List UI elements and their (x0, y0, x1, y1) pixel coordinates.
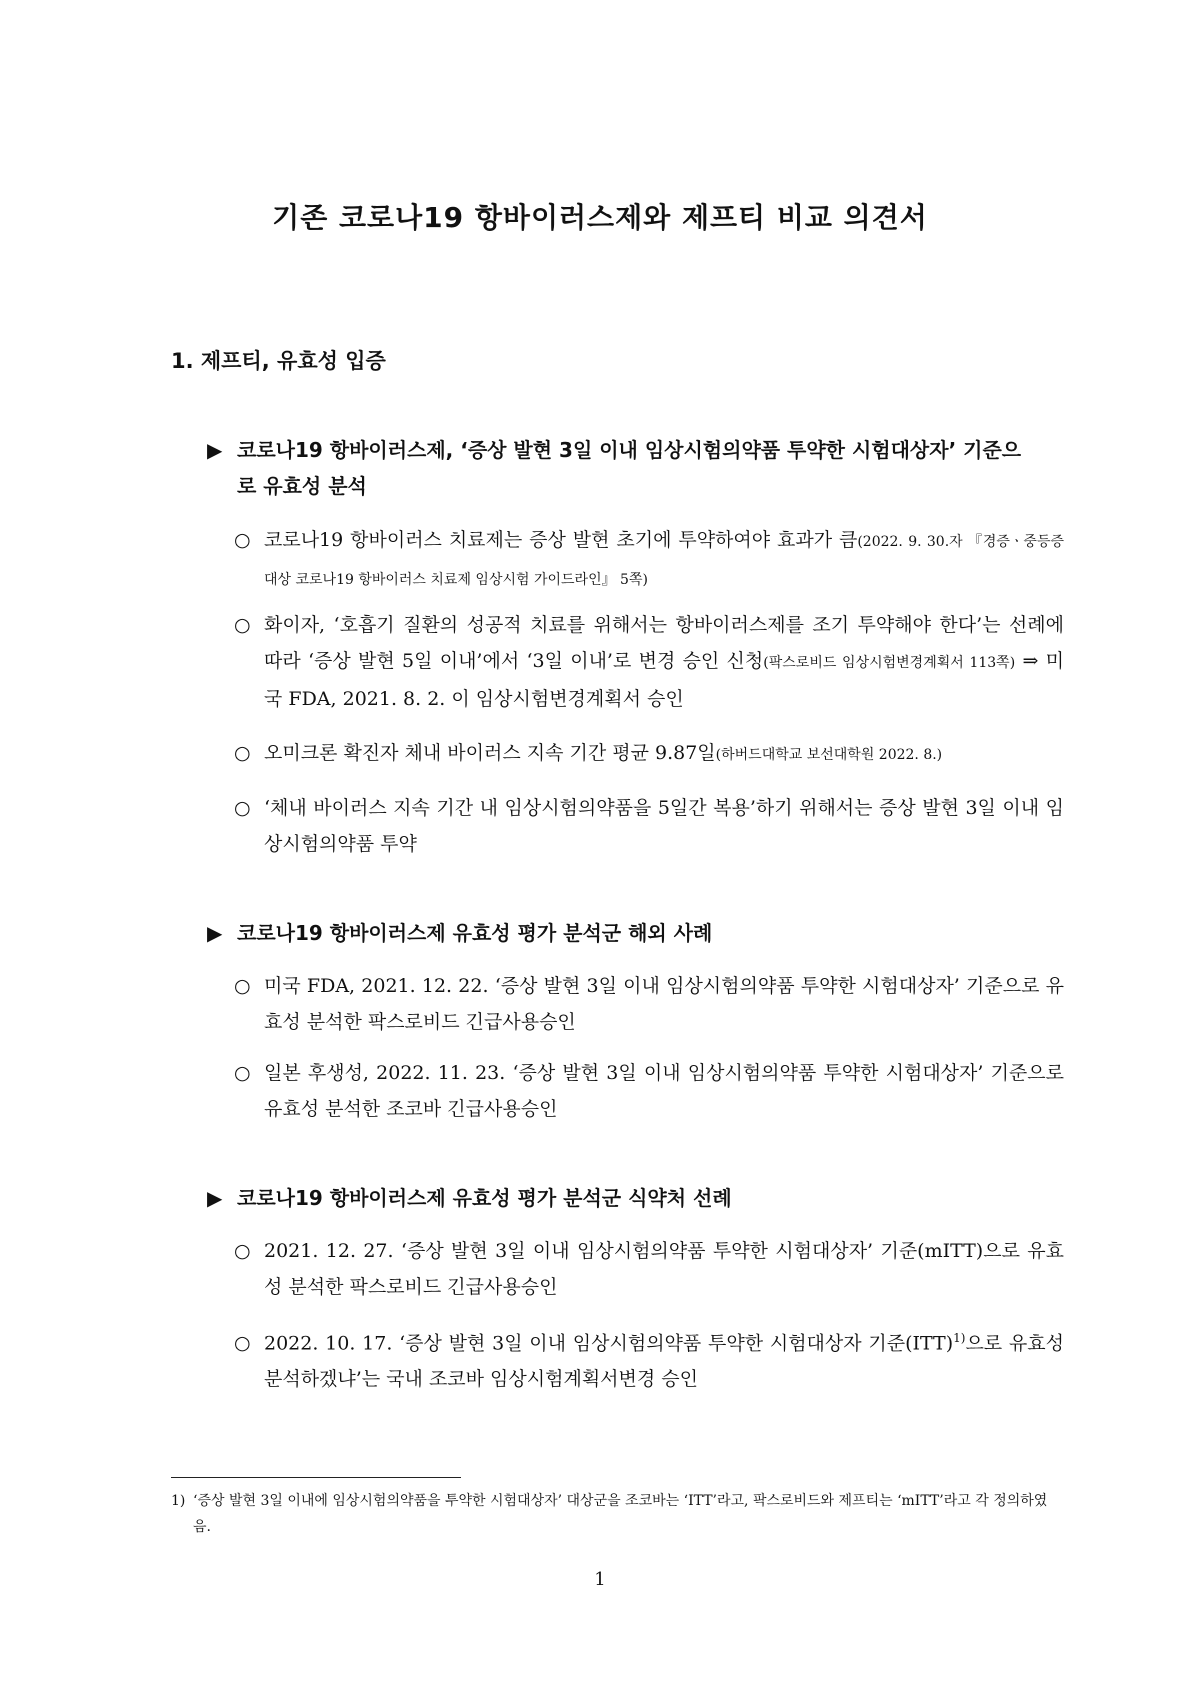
footnote-text: ‘증상 발현 3일 이내에 임상시험의약품을 투약한 시험대상자’ 대상군을 조코바는 ‘ITT’라고, 팍스로비드와 제프티는 ‘mITT’라고 각 정의하였음. (193, 1493, 1048, 1535)
list-item (234, 522, 1064, 598)
group-heading-text: 코로나19 항바이러스제 유효성 평가 분석군 식약처 선례 (237, 1186, 732, 1210)
list-item (234, 1055, 1064, 1127)
item-text: 화이자, ‘호흡기 질환의 성공적 치료를 위해서는 항바이러스제를 조기 투약해야 한다’는 선례에 따라 ‘증상 발현 5일 이내’에서 ‘3일 이내’로 변경 승인 신청 (264, 614, 1064, 672)
item-text: ‘체내 바이러스 지속 기간 내 임상시험의약품을 5일간 복용’하기 위해서는 증상 발현 3일 이내 임상시험의약품 투약 (264, 797, 1064, 855)
circle-bullet-icon: ○ (234, 1332, 251, 1355)
item-note: (팍스로비드 임상시험변경계획서 113쪽) (763, 655, 1016, 671)
circle-bullet-icon: ○ (234, 797, 251, 819)
footnote-divider (171, 1477, 461, 1478)
arrow-bullet-icon: ▶ (207, 1186, 223, 1210)
arrow-bullet-icon: ▶ (207, 438, 223, 462)
item-text: 2021. 12. 27. ‘증상 발현 3일 이내 임상시험의약품 투약한 시험대상자’ 기준(mITT)으로 유효성 분석한 팍스로비드 긴급사용승인 (264, 1240, 1064, 1298)
item-tail: ⇒ 미국 FDA, 2021. 8. 2. 이 임상시험변경계획서 승인 (264, 650, 1065, 710)
group-heading (207, 1180, 1037, 1216)
item-note: (2022. 9. 30.자 『경증ㆍ중등증 대상 코로나19 항바이러스 치료제 임상시험 가이드라인』 5쪽) (264, 534, 1064, 588)
group-heading-text: 코로나19 항바이러스제 유효성 평가 분석군 해외 사례 (237, 921, 713, 945)
section-heading: 1. 제프티, 유효성 입증 (171, 349, 386, 373)
list-item (234, 607, 1064, 717)
footnote-reference[interactable]: 1) (953, 1331, 966, 1345)
group-heading (207, 915, 1037, 951)
item-text: 오미크론 확진자 체내 바이러스 지속 기간 평균 9.87일 (264, 742, 716, 764)
list-item (234, 1233, 1064, 1305)
circle-bullet-icon: ○ (234, 529, 251, 551)
item-text: 미국 FDA, 2021. 12. 22. ‘증상 발현 3일 이내 임상시험의약품 투약한 시험대상자’ 기준으로 유효성 분석한 팍스로비드 긴급사용승인 (264, 975, 1064, 1033)
item-text-continued: 으로 유효성 분석하겠냐’는 국내 조코바 임상시험계획서변경 승인 (264, 1332, 1064, 1391)
circle-bullet-icon: ○ (234, 1062, 251, 1084)
circle-bullet-icon: ○ (234, 975, 251, 997)
circle-bullet-icon: ○ (234, 614, 251, 636)
item-text: 코로나19 항바이러스 치료제는 증상 발현 초기에 투약하여야 효과가 큼 (264, 529, 858, 551)
item-note: (하버드대학교 보선대학원 2022. 8.) (715, 747, 943, 763)
item-text: 일본 후생성, 2022. 11. 23. ‘증상 발현 3일 이내 임상시험의약품 투약한 시험대상자’ 기준으로 유효성 분석한 조코바 긴급사용승인 (264, 1062, 1064, 1120)
group-heading-text: 코로나19 항바이러스제, ‘증상 발현 3일 이내 임상시험의약품 투약한 시험대상자’ 기준으로 유효성 분석 (237, 438, 1022, 498)
list-item (234, 735, 1064, 773)
arrow-bullet-icon: ▶ (207, 921, 223, 945)
circle-bullet-icon: ○ (234, 742, 251, 764)
group-heading (207, 432, 1037, 504)
circle-bullet-icon: ○ (234, 1240, 251, 1262)
list-item (234, 1320, 1064, 1397)
item-text: 2022. 10. 17. ‘증상 발현 3일 이내 임상시험의약품 투약한 시험대상자 기준(ITT) (264, 1332, 954, 1355)
list-item (234, 790, 1064, 862)
footnote-marker: 1) (171, 1493, 186, 1509)
list-item (234, 968, 1064, 1040)
document-title: 기존 코로나19 항바이러스제와 제프티 비교 의견서 (272, 201, 928, 234)
footnote (171, 1488, 1060, 1540)
page-number: 1 (594, 1569, 606, 1590)
